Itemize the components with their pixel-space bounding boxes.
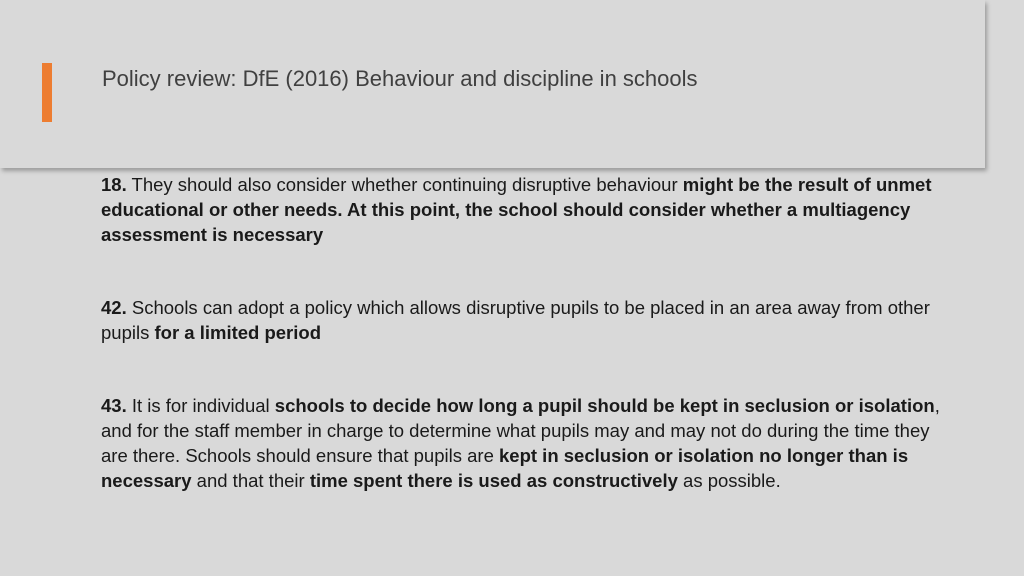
paragraph-text: It is for individual [126,395,275,416]
paragraph-text: and that their [191,470,310,491]
emphasis-text: schools to decide how long a pupil should be kept in seclusion or isolation [274,395,935,416]
paragraph-18 [101,172,951,247]
paragraph-text: Schools can adopt a policy which allows disruptive pupils to be placed in an area away from other pupils [101,297,930,343]
paragraph-43 [101,393,951,493]
accent-bar [42,63,52,122]
paragraph-text: They should also consider whether continuing disruptive behaviour [126,174,683,195]
paragraph-number: 42. [101,297,127,318]
paragraph-text: as possible. [677,470,781,491]
emphasis-text: for a limited period [154,322,322,343]
paragraph-number: 43. [101,395,127,416]
emphasis-text: time spent there is used as constructively [309,470,678,491]
title-panel [0,0,985,168]
paragraph-42 [101,295,951,345]
paragraph-number: 18. [101,174,127,195]
slide-title: Policy review: DfE (2016) Behaviour and discipline in schools [102,66,698,91]
emphasis-text: kept in seclusion or isolation no longer than is necessary [101,445,909,491]
emphasis-text: might be the result of unmet educational or other needs. At this point, the school should consider whether a multiagency assessment is necessary [101,174,932,245]
paragraph-text: , and for the staff member in charge to determine what pupils may and may not do during the time they are there. Schools should ensure that pupils are [101,395,940,466]
